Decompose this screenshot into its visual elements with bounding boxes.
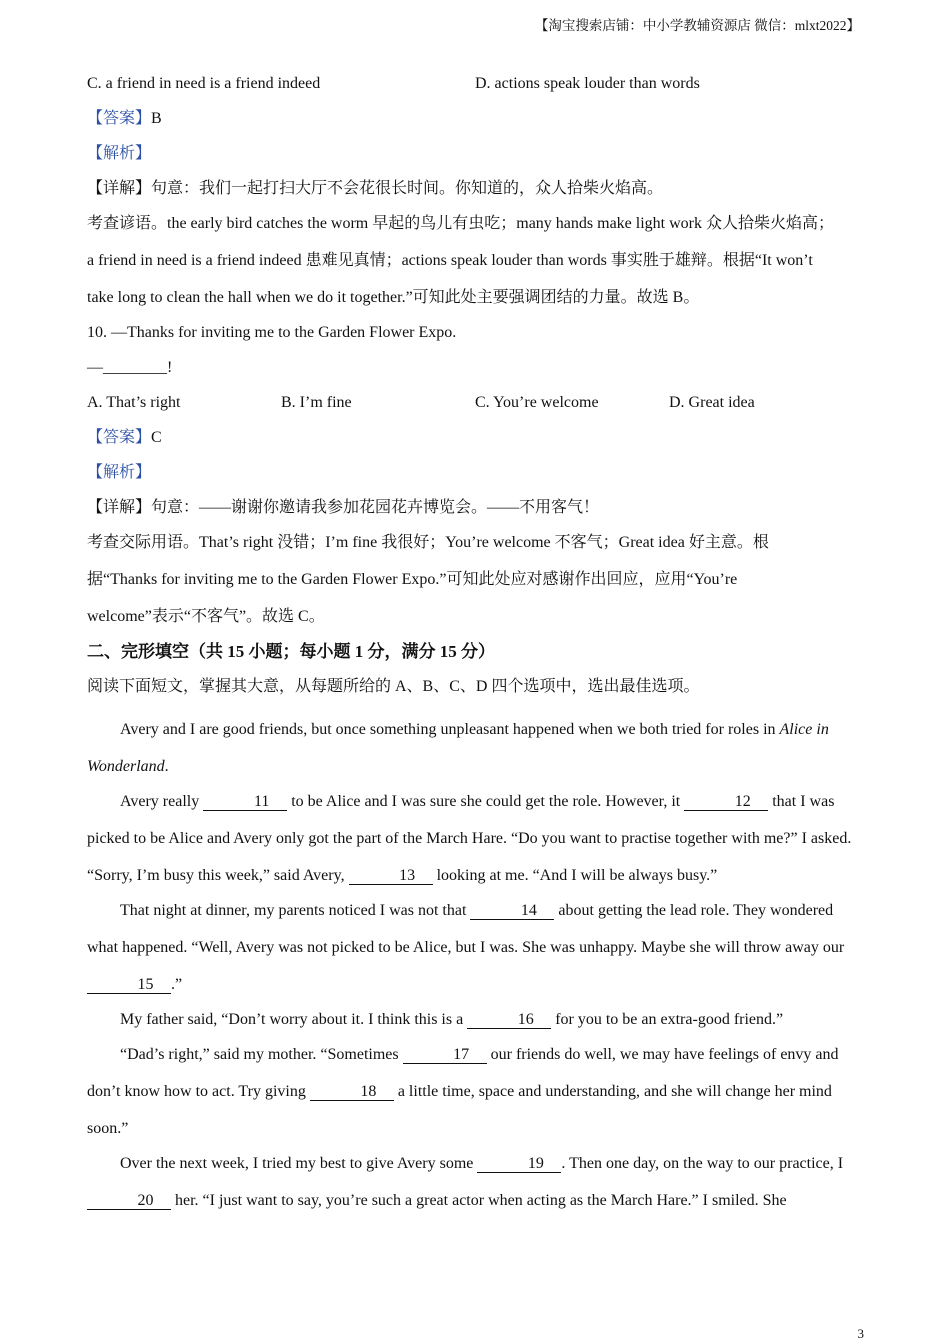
q10-detail-4: welcome”表示“不客气”。故选 C。 [87,608,325,625]
blank-12: 12 [684,794,768,811]
q9-detail-2: 考查谚语。the early bird catches the worm 早起的鸟儿有虫吃；many hands make light work 众人拾柴火焰高； [87,215,834,232]
q10-stem-2: —________! [87,359,173,376]
passage-paragraph-5 [87,1036,865,1147]
q9-detail-1 [87,178,865,200]
passage-paragraph-2 [87,783,865,894]
passage-text: .” [171,976,183,993]
blank-20: 20 [87,1193,171,1210]
q10-stem-1: 10. —Thanks for inviting me to the Garden Flower Expo. [87,324,457,341]
q10-option-c: C. You’re welcome [475,394,599,411]
passage-paragraph-4 [87,1001,865,1038]
passage-text: That night at dinner, my parents noticed I was not that [120,902,471,919]
answer-tag: 【答案】 [87,429,152,446]
detail-tag: 【详解】 [87,499,152,516]
passage-text: our friends do well, we may have feelings of envy and don’t know how to act. Try giving [87,1046,839,1100]
section-instruction: 阅读下面短文，掌握其大意，从每题所给的 A、B、C、D 四个选项中，选出最佳选项。 [87,678,700,695]
document-body [87,73,865,1217]
passage-text: “Dad’s right,” said my mother. “Sometimes [120,1046,403,1063]
blank-19: 19 [477,1156,561,1173]
q10-detail-2: 考查交际用语。That’s right 没错；I’m fine 我很好；You’re welcome 不客气；Great idea 好主意。根 [87,534,769,551]
passage-text: a little time, space and understanding, and she will change her mind soon.” [87,1083,832,1137]
detail-tag: 【详解】 [87,180,152,197]
q9-detail-4: take long to clean the hall when we do it together.”可知此处主要强调团结的力量。故选 B。 [87,289,700,306]
q10-option-a: A. That’s right [87,394,181,411]
passage-text: Over the next week, I tried my best to give Avery some [120,1155,478,1172]
analysis-tag: 【解析】 [87,145,152,162]
book-title: Alice in Wonderland [87,721,829,775]
passage-text: . Then one day, on the way to our practice, I [561,1155,844,1172]
answer-tag: 【答案】 [87,110,152,127]
q9-option-c: C. a friend in need is a friend indeed [87,75,321,92]
q9-analysis [87,143,865,165]
analysis-tag: 【解析】 [87,464,152,481]
passage-text: Avery really [120,793,204,810]
q10-detail-3: 据“Thanks for inviting me to the Garden Flower Expo.”可知此处应对感谢作出回应，应用“You’re [87,571,738,588]
blank-13: 13 [349,868,433,885]
q9-option-d: D. actions speak louder than words [475,75,700,92]
detail-text: 句意：我们一起打扫大厅不会花很长时间。你知道的，众人拾柴火焰高。 [151,180,664,197]
blank-15: 15 [87,977,171,994]
page-number: 3 [857,1326,864,1341]
passage-text: Avery and I are good friends, but once something unpleasant happened when we both tried for roles in [120,721,780,738]
q10-option-b: B. I’m fine [281,394,352,411]
answer-value: B [151,110,162,127]
passage-text: her. “I just want to say, you’re such a great actor when acting as the March Hare.” I smiled. She [171,1192,787,1209]
passage-text: looking at me. “And I will be always busy.” [432,867,718,884]
q10-options [87,392,865,414]
blank-16: 16 [467,1012,551,1029]
answer-value: C [151,429,162,446]
q10-analysis [87,462,865,484]
passage-paragraph-6 [87,1145,865,1219]
blank-14: 14 [470,903,554,920]
passage-text: to be Alice and I was sure she could get the role. However, it [287,793,685,810]
passage-text: for you to be an extra-good friend.” [551,1011,784,1028]
q9-detail-3: a friend in need is a friend indeed 患难见真情；actions speak louder than words 事实胜于雄辩。根据“It won’t [87,252,813,269]
detail-text: 句意：——谢谢你邀请我参加花园花卉博览会。——不用客气！ [151,499,600,516]
section-title: 二、完形填空（共 15 小题；每小题 1 分，满分 15 分） [87,642,495,661]
passage-text: that I was picked to be Alice and Avery only got the part of the March Hare. “Do you want to practise together with me?” I asked. “Sorry, I’m busy this week,” said Avery, [87,793,852,884]
passage-text: My father said, “Don’t worry about it. I think this is a [120,1011,468,1028]
q9-answer [87,108,865,130]
q10-detail-1 [87,497,865,519]
blank-11: 11 [203,794,287,811]
blank-18: 18 [310,1084,394,1101]
passage-text: about getting the lead role. They wondered what happened. “Well, Avery was not picked to be Alice, but I was. She was unhappy. Maybe she will throw away our [87,902,845,956]
blank-17: 17 [403,1047,487,1064]
passage-paragraph-3 [87,892,865,1003]
q10-option-d: D. Great idea [669,394,755,411]
q10-answer [87,427,865,449]
q9-options [87,73,865,95]
passage-paragraph-1 [87,711,865,785]
passage-text: . [164,758,169,775]
page-header: 【淘宝搜索店铺：中小学教辅资源店 微信：mlxt2022】 [534,18,860,33]
